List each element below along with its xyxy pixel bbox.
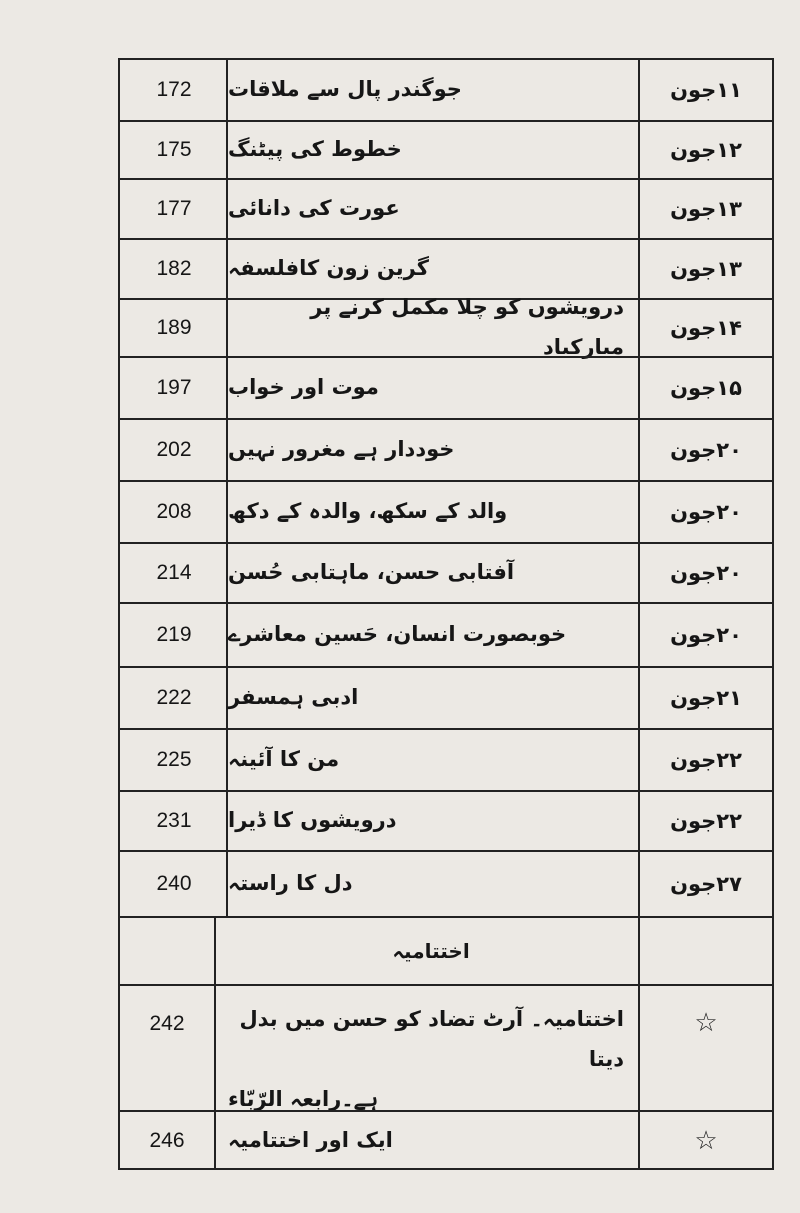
entry-title: موت اور خواب: [228, 375, 379, 400]
entry-title: ادبی ہمسفر: [228, 685, 359, 710]
table-row: [120, 850, 772, 916]
entry-date: ۲۲جون: [670, 748, 742, 772]
entry-date: ۲۱جون: [670, 686, 742, 710]
page-number: 219: [156, 623, 192, 646]
table-row: [120, 58, 772, 120]
table-row: [120, 666, 772, 728]
entry-title: خطوط کی پیٹنگ: [228, 137, 402, 162]
table-of-contents: [118, 58, 774, 1170]
entry-date: ۲۷جون: [670, 872, 742, 896]
entry-date: ۱۱جون: [670, 78, 742, 102]
table-row: [120, 178, 772, 238]
page-number: 172: [156, 78, 192, 101]
entry-date: ۱۳جون: [670, 257, 742, 281]
table-row: [120, 1110, 772, 1170]
table-row: [120, 984, 772, 1110]
entry-date: ۲۲جون: [670, 809, 742, 833]
entry-title: خوددار ہے مغرور نہیں: [228, 437, 455, 462]
page-number: 189: [156, 316, 192, 339]
page-number: 231: [156, 809, 192, 832]
entry-date: ۲۰جون: [670, 561, 742, 585]
entry-title: گرین زون کافلسفہ: [228, 256, 429, 281]
page-number: 246: [149, 1129, 185, 1152]
entry-title: خوبصورت انسان، حَسین معاشرے: [228, 622, 567, 647]
table-row: [120, 790, 772, 850]
table-row: [120, 356, 772, 418]
table-row: [120, 480, 772, 542]
entry-title: درویشوں کو چلا مکمل کرنے پر مبارکباد: [310, 295, 624, 359]
entry-date: ۲۰جون: [670, 500, 742, 524]
entry-date: ۲۰جون: [670, 438, 742, 462]
page-number: 214: [156, 561, 192, 584]
page-number: 225: [156, 748, 192, 771]
table-row: [120, 542, 772, 602]
section-heading: اختتامیہ: [392, 939, 470, 963]
page-number: 182: [156, 257, 192, 280]
entry-date: ۲۰جون: [670, 623, 742, 647]
page-number: 208: [156, 500, 192, 523]
table-row: [120, 295, 772, 359]
entry-title: اختتامیہ۔ آرٹ تضاد کو حسن میں بدل دیتا ہے۔رابعہ الرّبّاء: [228, 1007, 624, 1111]
entry-title: من کا آئینہ: [228, 747, 340, 772]
entry-title: عورت کی دانائی: [228, 196, 400, 221]
star-icon: ☆: [694, 1008, 718, 1038]
star-icon: ☆: [694, 1126, 718, 1156]
page-number: 222: [156, 686, 192, 709]
entry-title: درویشوں کا ڈیرا: [228, 808, 397, 833]
page-number: 202: [156, 438, 192, 461]
entry-title: دل کا راستہ: [228, 871, 353, 896]
page-number: 240: [156, 872, 192, 895]
entry-date: ۱۵جون: [670, 376, 742, 400]
entry-title: جوگندر پال سے ملاقات: [228, 77, 462, 102]
page-number: 175: [156, 138, 192, 161]
table-row: [120, 602, 772, 666]
page-number: 177: [156, 197, 192, 220]
entry-date: ۱۴جون: [670, 316, 742, 340]
table-row: [120, 728, 772, 790]
table-row: [120, 120, 772, 178]
page-number: 197: [156, 376, 192, 399]
entry-date: ۱۲جون: [670, 138, 742, 162]
entry-title: والد کے سکھ، والدہ کے دکھ: [228, 499, 508, 524]
section-heading-row: [120, 916, 772, 984]
entry-date: ۱۳جون: [670, 197, 742, 221]
page-number: 242: [149, 1012, 185, 1035]
entry-title: ایک اور اختتامیہ: [228, 1128, 393, 1153]
table-row: [120, 418, 772, 480]
entry-title: آفتابی حسن، ماہتابی حُسن: [228, 560, 515, 585]
